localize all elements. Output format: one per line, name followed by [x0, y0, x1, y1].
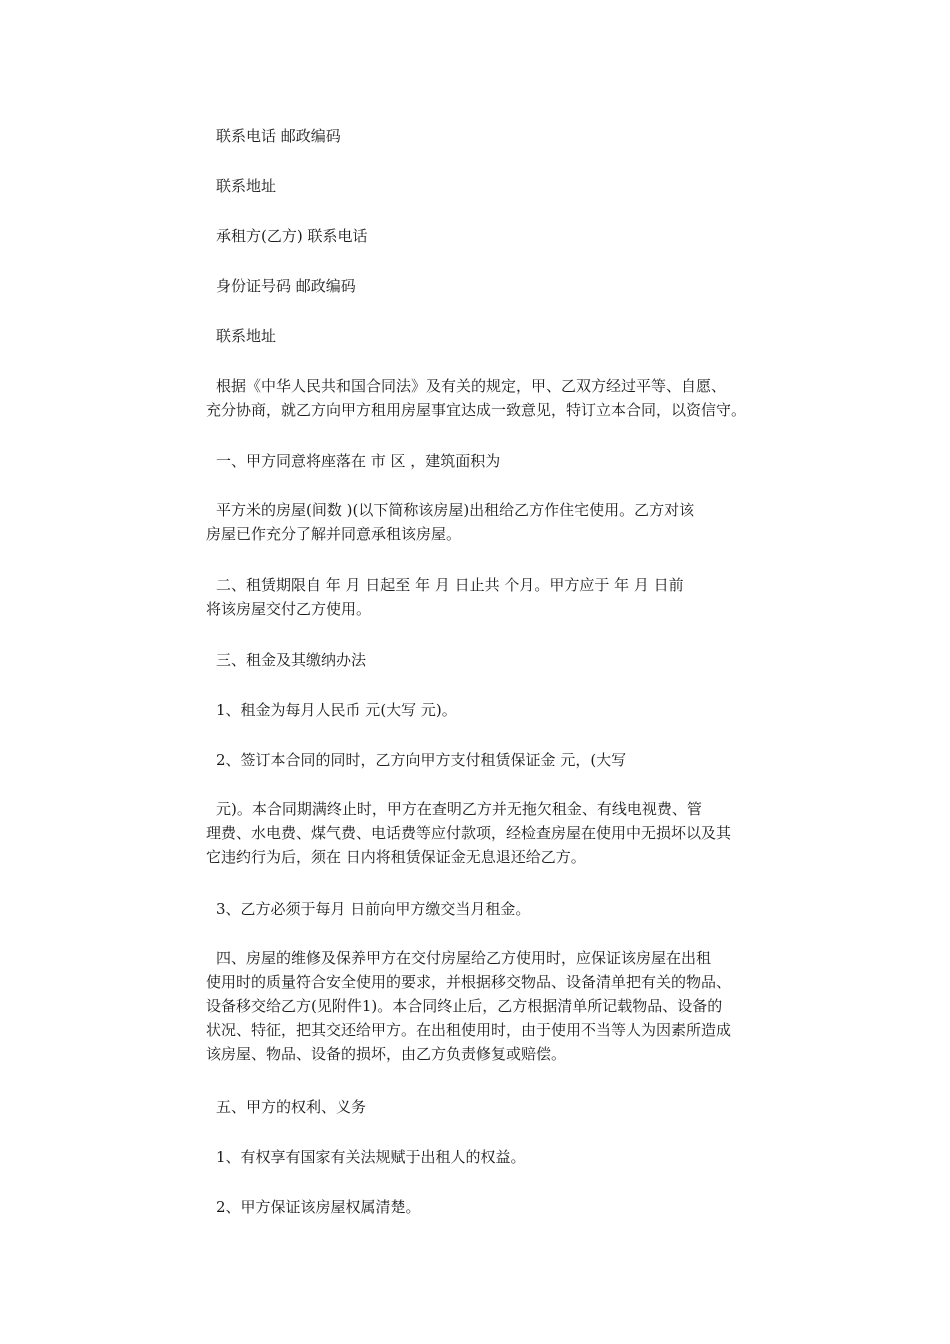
text-line: 设备移交给乙方(见附件1)。本合同终止后，乙方根据清单所记载物品、设备的: [206, 997, 723, 1015]
id-number-line: [216, 274, 796, 298]
text-line: 1、有权享有国家有关法规赋于出租人的权益。: [216, 1148, 526, 1166]
text-line: 联系电话 邮政编码: [216, 127, 341, 145]
text-line: 2、签订本合同的同时，乙方向甲方支付租赁保证金 元，(大写: [216, 751, 627, 769]
text-line: 1、租金为每月人民币 元(大写 元)。: [216, 701, 457, 719]
text-line: 充分协商，就乙方向甲方租用房屋事宜达成一致意见，特订立本合同，以资信守。: [206, 401, 747, 419]
text-line: 根据《中华人民共和国合同法》及有关的规定，甲、乙双方经过平等、自愿、: [216, 377, 727, 395]
text-line: 身份证号码 邮政编码: [216, 277, 356, 295]
text-line: 将该房屋交付乙方使用。: [206, 600, 372, 618]
clause-1-body: [206, 498, 786, 546]
clause-5-item-2: [216, 1195, 796, 1219]
clause-4-paragraph: [206, 946, 786, 1066]
contact-phone-postcode-line: [216, 124, 796, 148]
lessee-address-line: [216, 324, 796, 348]
text-line: 联系地址: [216, 177, 277, 195]
clause-3-item-3: [216, 897, 796, 921]
clause-1-heading: [216, 449, 796, 473]
text-line: 房屋已作充分了解并同意承租该房屋。: [206, 525, 462, 543]
text-line: 使用时的质量符合安全使用的要求，并根据移交物品、设备清单把有关的物品、: [206, 973, 732, 991]
text-line: 3、乙方必须于每月 日前向甲方缴交当月租金。: [216, 900, 531, 918]
clause-3-heading: [216, 648, 796, 672]
text-line: 状况、特征，把其交还给甲方。在出租使用时，由于使用不当等人为因素所造成: [206, 1021, 732, 1039]
clause-3-item-2-body: [206, 797, 786, 869]
clause-3-item-1: [216, 698, 796, 722]
clause-5-item-1: [216, 1145, 796, 1169]
text-line: 元)。本合同期满终止时，甲方在查明乙方并无拖欠租金、有线电视费、管: [216, 800, 702, 818]
text-line: 五、甲方的权利、义务: [216, 1098, 367, 1116]
clause-5-heading: [216, 1095, 796, 1119]
text-line: 它违约行为后，须在 日内将租赁保证金无息退还给乙方。: [206, 848, 586, 866]
lessee-line: [216, 224, 796, 248]
preamble-paragraph: [206, 374, 786, 422]
text-line: 三、租金及其缴纳办法: [216, 651, 367, 669]
text-line: 一、甲方同意将座落在 市 区 ，建筑面积为: [216, 452, 501, 470]
text-line: 理费、水电费、煤气费、电话费等应付款项，经检查房屋在使用中无损坏以及其: [206, 824, 732, 842]
text-line: 平方米的房屋(间数 )(以下简称该房屋)出租给乙方作住宅使用。乙方对该: [216, 501, 695, 519]
clause-2-paragraph: [206, 573, 786, 621]
text-line: 该房屋、物品、设备的损坏，由乙方负责修复或赔偿。: [206, 1045, 567, 1063]
clause-3-item-2: [216, 748, 796, 772]
contact-address-line: [216, 174, 796, 198]
text-line: 联系地址: [216, 327, 277, 345]
text-line: 承租方(乙方) 联系电话: [216, 227, 368, 245]
text-line: 2、甲方保证该房屋权属清楚。: [216, 1198, 421, 1216]
text-line: 二、租赁期限自 年 月 日起至 年 月 日止共 个月。甲方应于 年 月 日前: [216, 576, 684, 594]
text-line: 四、房屋的维修及保养甲方在交付房屋给乙方使用时，应保证该房屋在出租: [216, 949, 712, 967]
